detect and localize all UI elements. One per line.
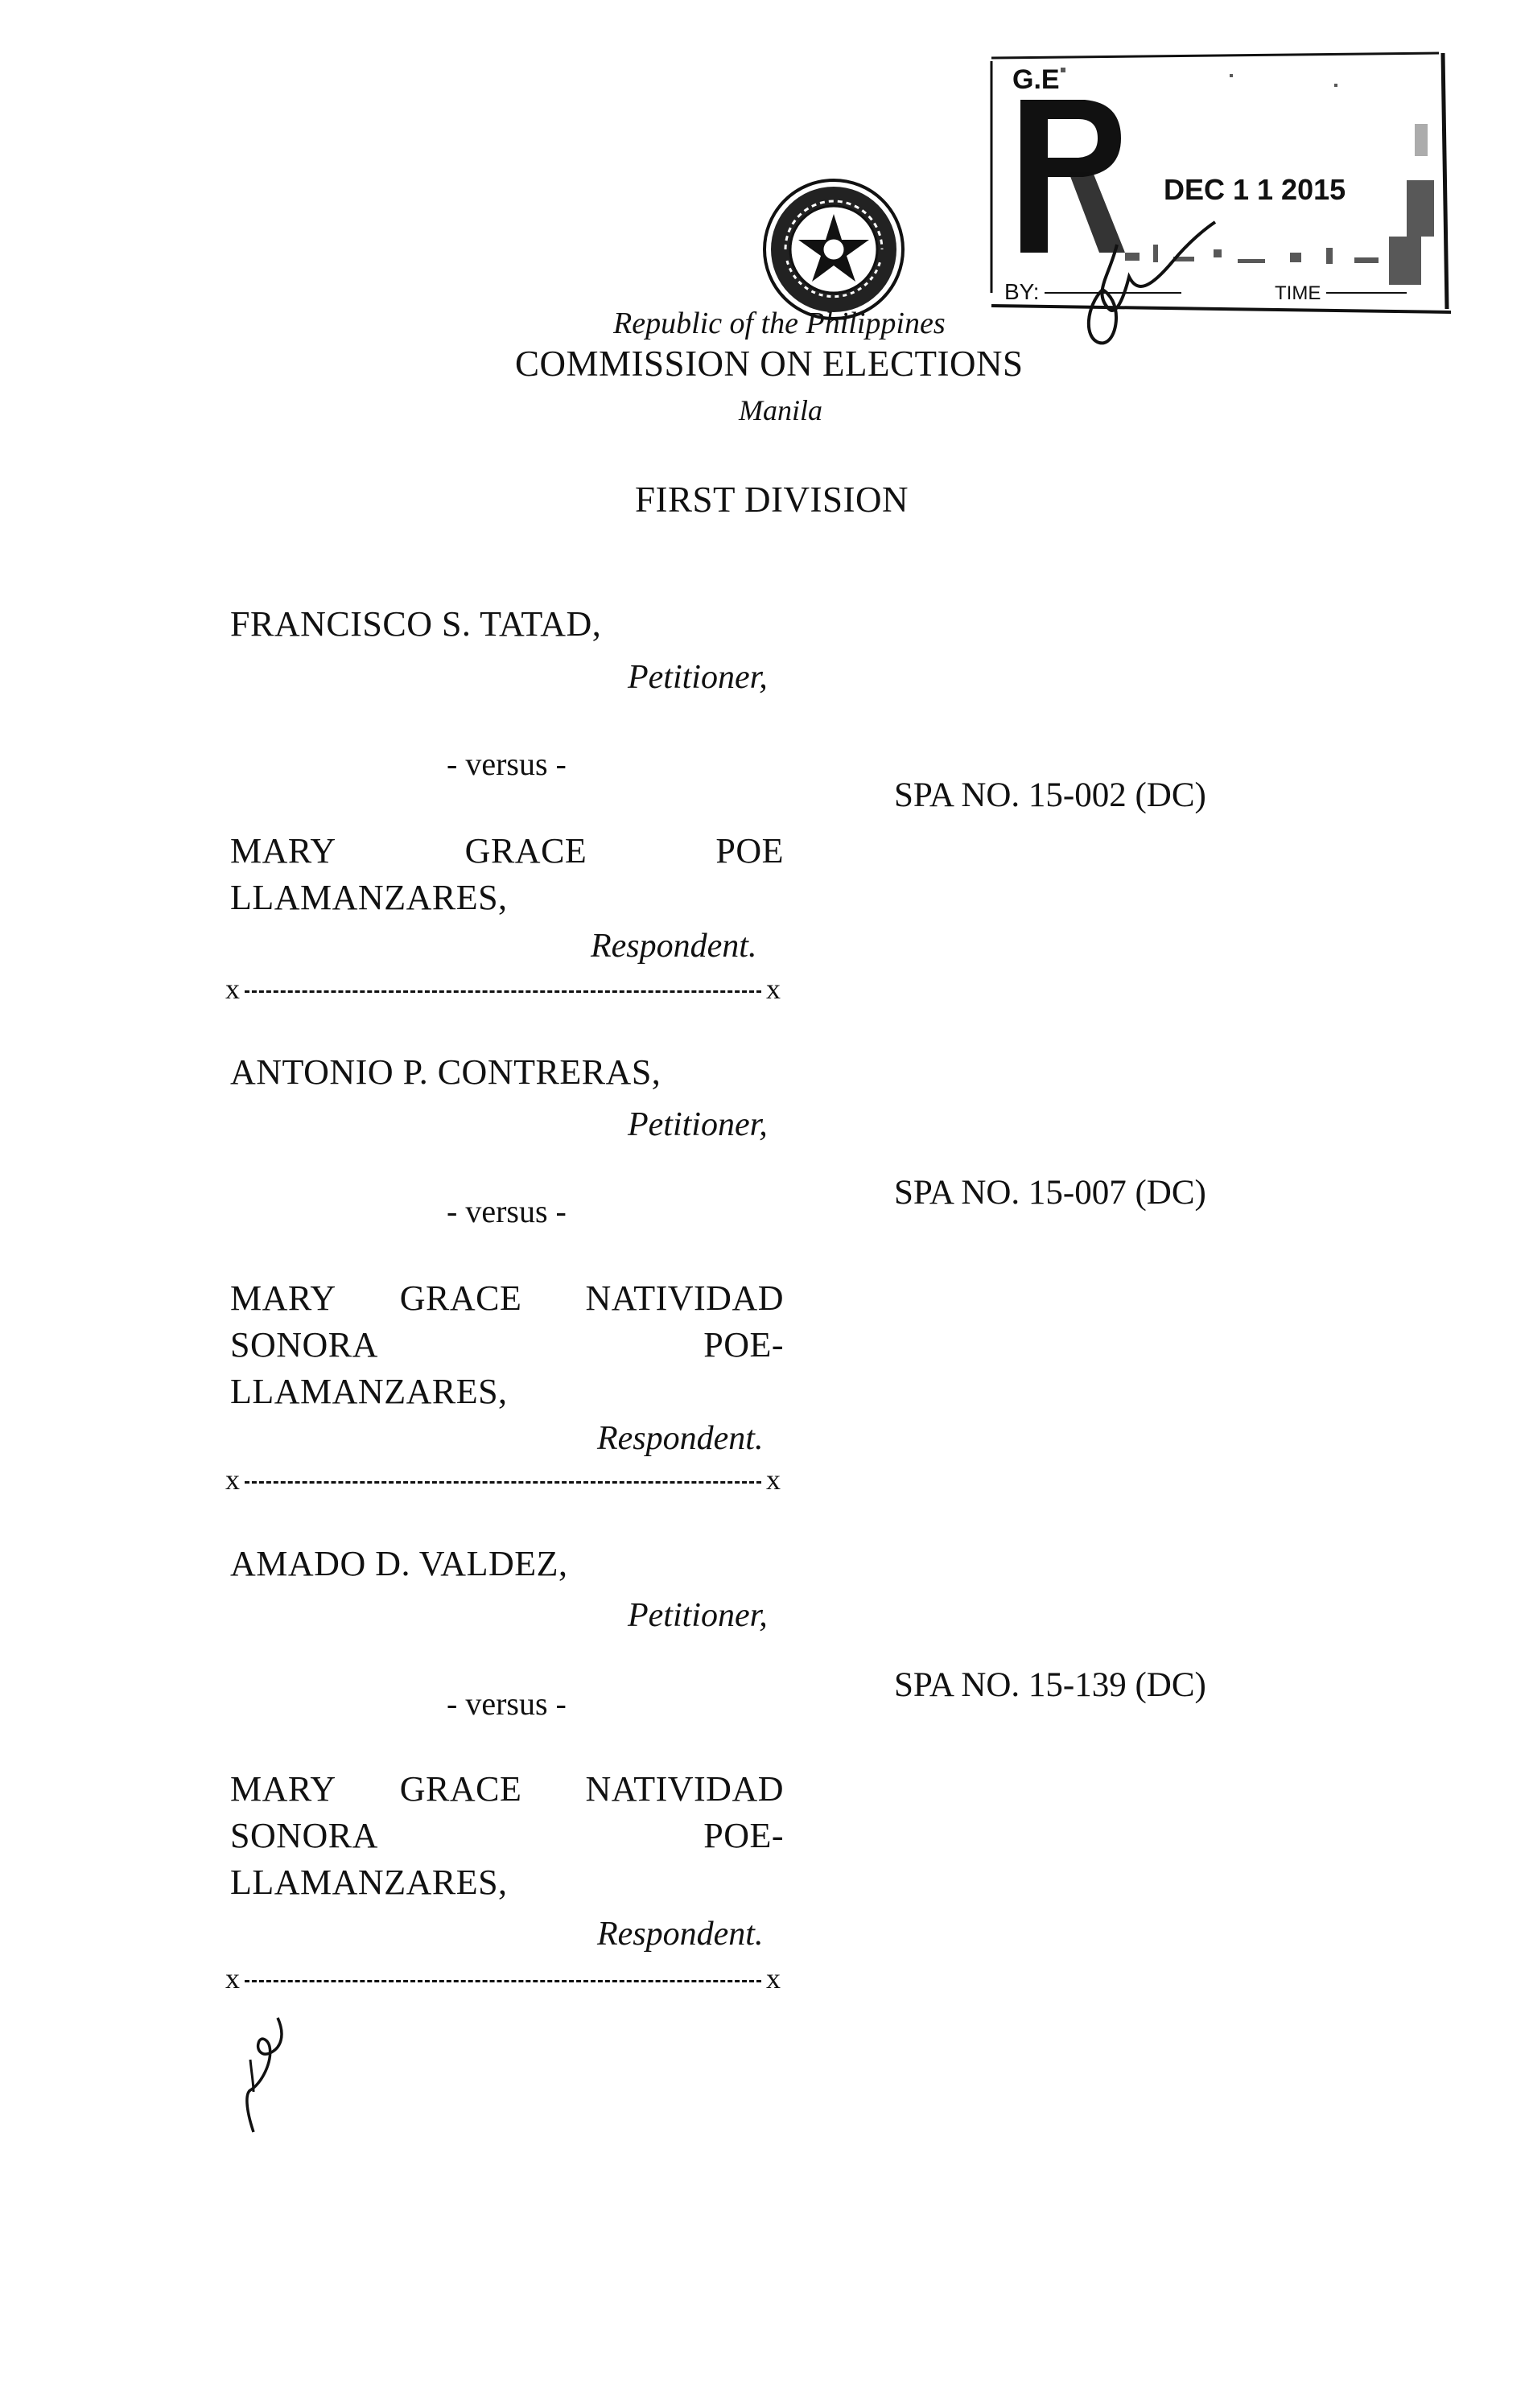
case-number: SPA NO. 15-007 (DC) (894, 1174, 1206, 1212)
commission-title: COMMISSION ON ELECTIONS (515, 344, 1024, 384)
division-title: FIRST DIVISION (635, 480, 909, 520)
respondent-name-line2: SONORA POE- (230, 1816, 784, 1855)
petitioner-role: Petitioner, (628, 1597, 768, 1634)
stamp-top-text: G.E (1012, 64, 1060, 95)
versus-label: - versus - (447, 1686, 567, 1722)
stamp-by-label: BY: (1004, 279, 1040, 304)
republic-line: Republic of the Philippines (613, 307, 946, 340)
petitioner-name: ANTONIO P. CONTRERAS, (230, 1052, 661, 1092)
respondent-role: Respondent. (597, 1420, 764, 1457)
versus-label: - versus - (447, 1193, 567, 1229)
respondent-name-line2: LLAMANZARES, (230, 878, 508, 917)
petitioner-name: AMADO D. VALDEZ, (230, 1544, 568, 1583)
petitioner-role: Petitioner, (628, 659, 768, 696)
respondent-name-line1: MARY GRACE NATIVIDAD (230, 1278, 784, 1318)
city-line: Manila (739, 394, 822, 426)
versus-label: - versus - (447, 746, 567, 782)
respondent-role: Respondent. (597, 1916, 764, 1953)
respondent-role: Respondent. (591, 928, 757, 965)
caption-separator: x x (225, 1463, 781, 1496)
caption-separator: x x (225, 973, 781, 1005)
petitioner-name: FRANCISCO S. TATAD, (230, 604, 602, 644)
received-initials (1070, 241, 1191, 354)
stamp-time-label: TIME (1275, 282, 1321, 304)
handwritten-initial-mark (229, 2011, 326, 2140)
stamp-date: DEC 1 1 2015 (1164, 173, 1346, 206)
received-stamp (988, 51, 1451, 322)
petitioner-role: Petitioner, (628, 1106, 768, 1143)
respondent-name-line1: MARY GRACE NATIVIDAD (230, 1769, 784, 1809)
caption-separator: x x (225, 1962, 781, 1994)
respondent-name-line3: LLAMANZARES, (230, 1863, 508, 1902)
case-number: SPA NO. 15-002 (DC) (894, 776, 1206, 814)
respondent-name-line1: MARY GRACE POE (230, 831, 784, 871)
comelec-seal-icon (761, 177, 906, 322)
respondent-name-line2: SONORA POE- (230, 1325, 784, 1365)
case-number: SPA NO. 15-139 (DC) (894, 1666, 1206, 1704)
respondent-name-line3: LLAMANZARES, (230, 1372, 508, 1411)
